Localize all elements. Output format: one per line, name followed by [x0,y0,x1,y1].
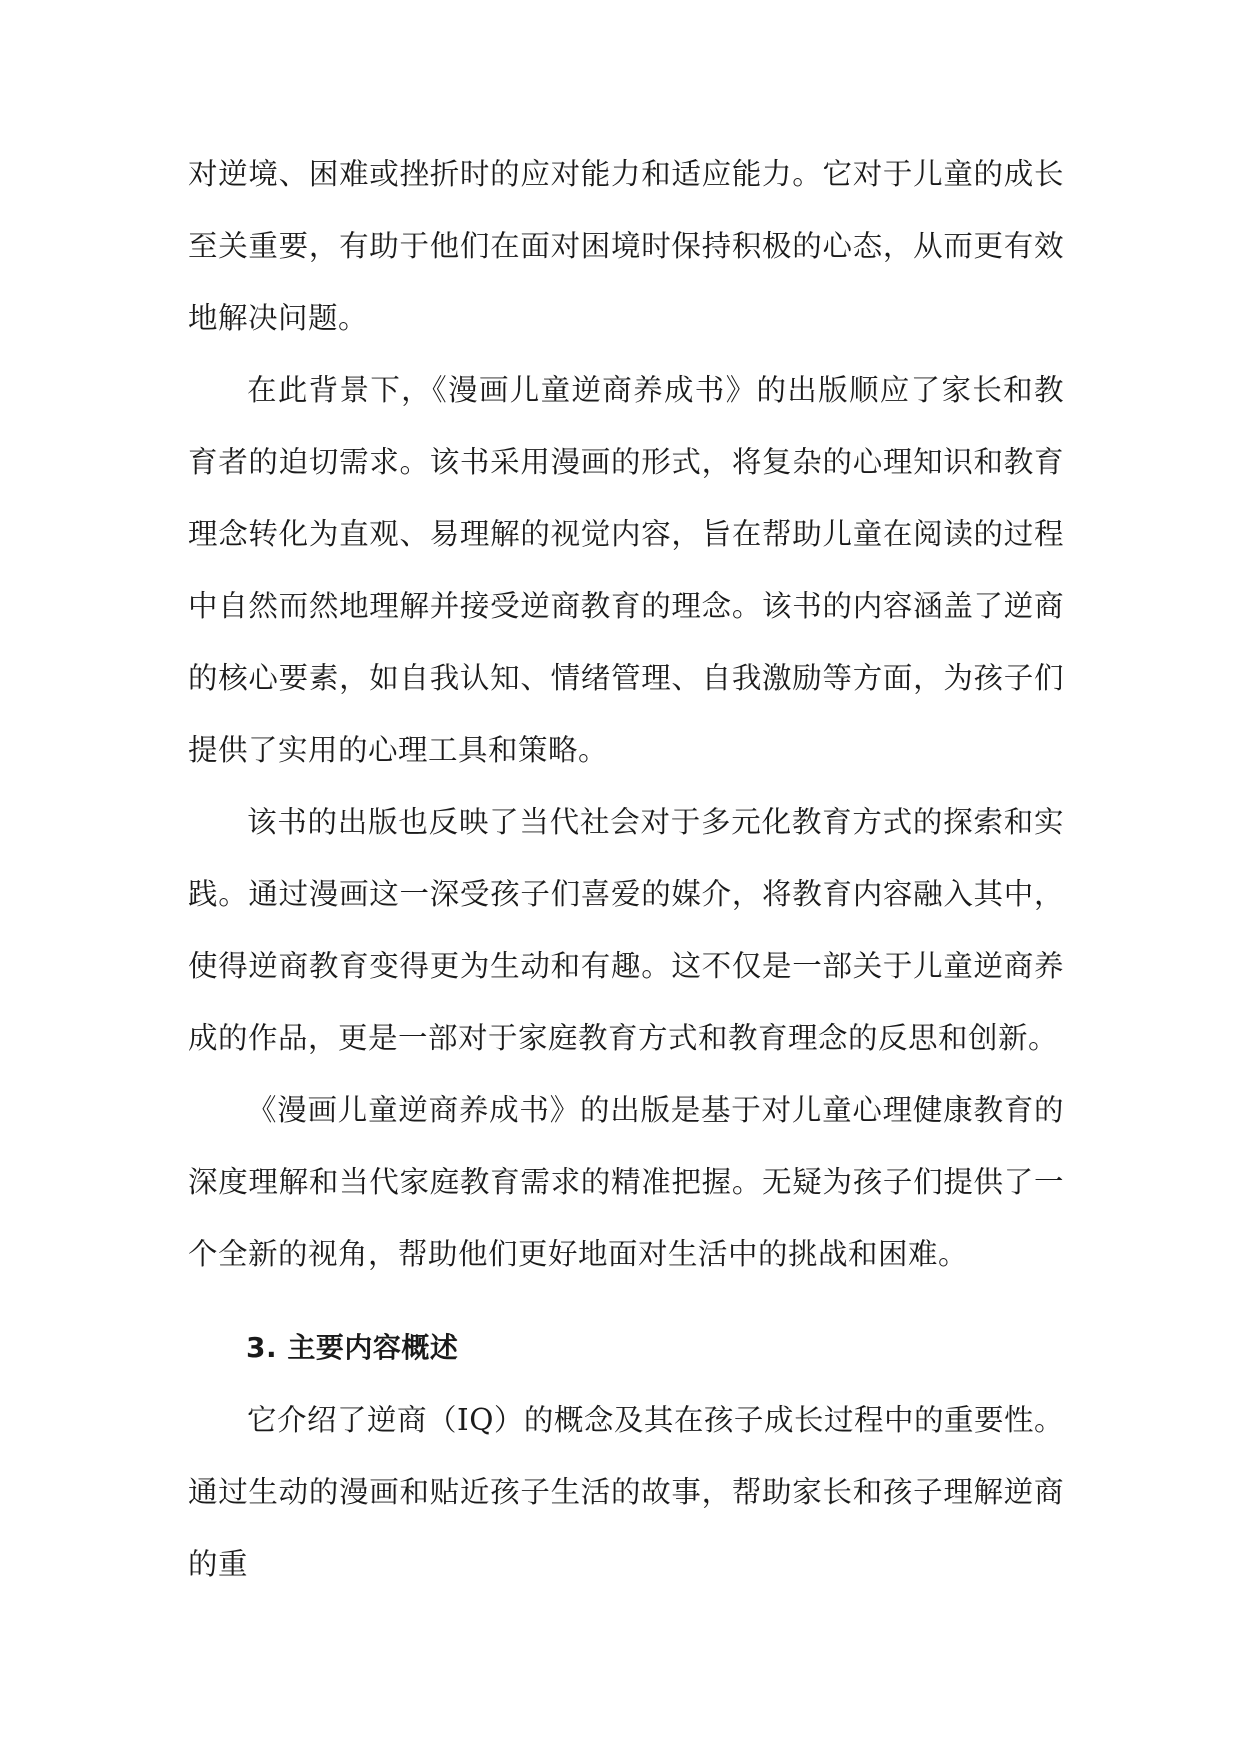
document-body [188,138,1064,1600]
paragraph-summary: 《漫画儿童逆商养成书》的出版是基于对儿童心理健康教育的深度理解和当代家庭教育需求的精准把握。无疑为孩子们提供了一个全新的视角，帮助他们更好地面对生活中的挑战和困难。 [188,1093,1064,1271]
paragraph-overview: 它介绍了逆商（IQ）的概念及其在孩子成长过程中的重要性。通过生动的漫画和贴近孩子生活的故事，帮助家长和孩子理解逆商的重 [188,1403,1064,1581]
paragraph-continued: 对逆境、困难或挫折时的应对能力和适应能力。它对于儿童的成长至关重要，有助于他们在面对困境时保持积极的心态，从而更有效地解决问题。 [188,157,1064,335]
section-heading: 3. 主要内容概述 [246,1331,459,1364]
paragraph-significance: 该书的出版也反映了当代社会对于多元化教育方式的探索和实践。通过漫画这一深受孩子们喜爱的媒介，将教育内容融入其中，使得逆商教育变得更为生动和有趣。这不仅是一部关于儿童逆商养成的作品，更是一部对于家庭教育方式和教育理念的反思和创新。 [188,805,1064,1055]
paragraph-background: 在此背景下，《漫画儿童逆商养成书》的出版顺应了家长和教育者的迫切需求。该书采用漫画的形式，将复杂的心理知识和教育理念转化为直观、易理解的视觉内容，旨在帮助儿童在阅读的过程中自然而然地理解并接受逆商教育的理念。该书的内容涵盖了逆商的核心要素，如自我认知、情绪管理、自我激励等方面，为孩子们提供了实用的心理工具和策略。 [188,373,1064,767]
